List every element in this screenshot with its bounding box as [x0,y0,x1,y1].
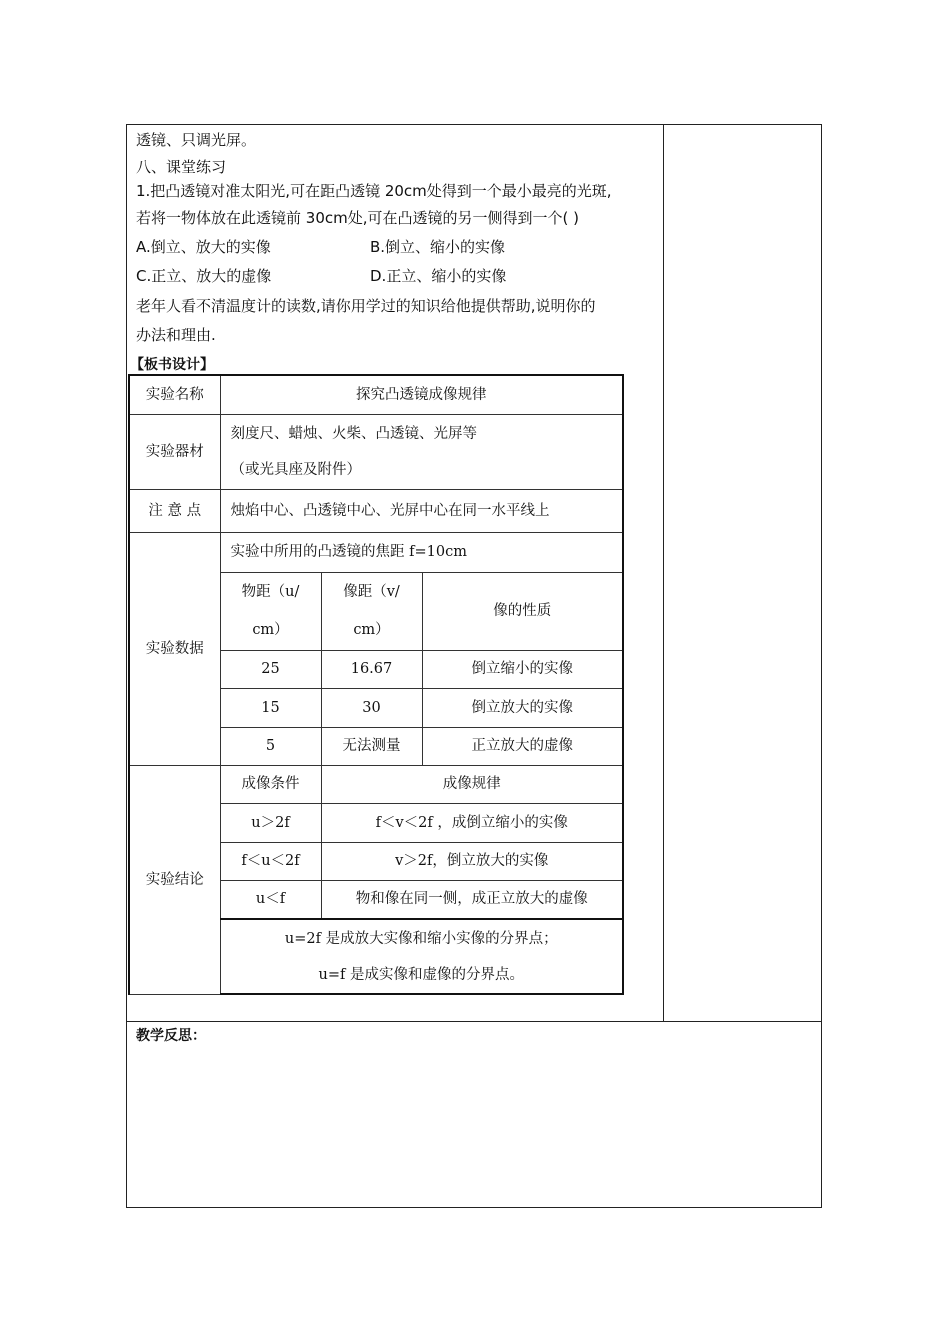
header-u-line-1: 物距（u/ [241,584,300,600]
data-property: 倒立放大的实像 [422,688,623,727]
data-v: 30 [321,688,422,727]
label-conclusion: 实验结论 [129,765,220,994]
data-u: 25 [220,650,321,688]
data-u: 15 [220,688,321,727]
column-divider [663,124,664,1022]
conclusion-summary [220,919,623,994]
header-object-distance [220,572,321,650]
header-v-line-1: 像距（v/ [343,584,400,600]
board-design-heading: 【板书设计】 [130,357,214,373]
summary-line-1: u=2f 是成放大实像和缩小实像的分界点； [284,930,558,947]
board-design-table [128,374,624,995]
question-2-line-1: 老年人看不清温度计的读数,请你用学过的知识给他提供帮助,说明你的 [136,297,596,315]
label-equipment: 实验器材 [129,414,220,489]
label-notes: 注 意 点 [129,489,220,532]
equipment-line-2: （或光具座及附件） [230,461,361,478]
question-1-line-2: 若将一物体放在此透镜前 30cm处,可在凸透镜的另一侧得到一个( ) [136,209,579,227]
row-divider [126,1021,822,1022]
option-d: D.正立、缩小的实像 [370,267,507,285]
header-u-line-2: cm） [252,622,289,638]
experiment-name: 探究凸透镜成像规律 [220,375,623,414]
data-v: 16.67 [321,650,422,688]
section-heading: 八、课堂练习 [136,158,227,176]
rule: 物和像在同一侧，成正立放大的虚像 [321,880,623,919]
header-condition: 成像条件 [220,765,321,803]
data-v: 无法测量 [321,727,422,765]
header-v-line-2: cm） [353,622,390,638]
equipment-cell [220,414,623,489]
condition: f＜u＜2f [220,842,321,880]
option-a: A.倒立、放大的实像 [136,238,271,256]
question-2-line-2: 办法和理由. [136,326,216,344]
condition: u＜f [220,880,321,919]
focal-length: 实验中所用的凸透镜的焦距 f=10cm [220,532,623,572]
summary-line-2: u=f 是成实像和虚像的分界点。 [318,966,524,983]
header-image-distance [321,572,422,650]
label-experiment-data: 实验数据 [129,532,220,765]
header-rule: 成像规律 [321,765,623,803]
option-c: C.正立、放大的虚像 [136,267,272,285]
data-property: 倒立缩小的实像 [422,650,623,688]
data-property: 正立放大的虚像 [422,727,623,765]
label-experiment-name: 实验名称 [129,375,220,414]
equipment-line-1: 刻度尺、蜡烛、火柴、凸透镜、光屏等 [230,425,477,442]
continued-line: 透镜、只调光屏。 [136,131,257,149]
option-b: B.倒立、缩小的实像 [370,238,506,256]
rule: f＜v＜2f ，成倒立缩小的实像 [321,803,623,842]
notes-value: 烛焰中心、凸透镜中心、光屏中心在同一水平线上 [220,489,623,532]
header-image-property: 像的性质 [422,572,623,650]
data-u: 5 [220,727,321,765]
question-1-line-1: 1.把凸透镜对准太阳光,可在距凸透镜 20cm处得到一个最小最亮的光斑, [136,182,612,200]
rule: v＞2f，倒立放大的实像 [321,842,623,880]
reflection-label: 教学反思： [136,1028,206,1044]
condition: u＞2f [220,803,321,842]
